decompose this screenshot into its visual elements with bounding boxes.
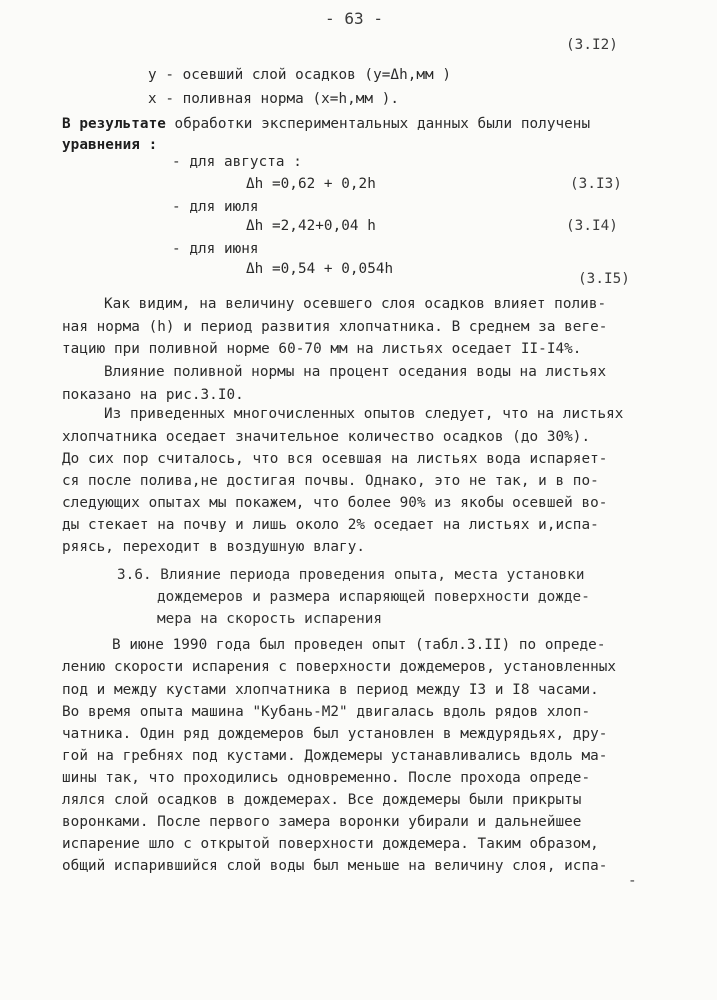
trailing-hyphen: - — [628, 873, 637, 889]
intro-equations-label: уравнения : — [62, 137, 158, 153]
paragraph-line: лению скорости испарения с поверхности дождемеров, установленных — [62, 659, 617, 675]
section-heading: дождемеров и размера испаряющей поверхности дожде- — [157, 589, 590, 605]
equation-formula: Δh =0,54 + 0,054h — [246, 261, 394, 277]
paragraph-line: тацию при поливной норме 60-70 мм на листьях оседает II-I4%. — [62, 341, 582, 357]
paragraph-line: ная норма (h) и период развития хлопчатника. В среднем за веге- — [62, 319, 608, 335]
intro-line-rest: обработки экспериментальных данных были получены — [165, 116, 591, 132]
equation-number: (3.I5) — [578, 271, 630, 287]
intro-line — [62, 115, 590, 133]
paragraph-line: показано на рис.3.I0. — [62, 387, 244, 403]
equation-formula: Δh =2,42+0,04 h — [246, 218, 376, 234]
paragraph-line: общий испарившийся слой воды был меньше на величину слоя, испа- — [62, 858, 608, 874]
equation-label: - для июля — [172, 199, 259, 215]
paragraph-line: ды стекает на почву и лишь около 2% оседает на листьях и,испа- — [62, 517, 599, 533]
paragraph-line: лялся слой осадков в дождемерах. Все дождемеры были прикрыты — [62, 792, 582, 808]
paragraph-line: До сих пор считалось, что вся осевшая на листьях вода испаряет- — [62, 451, 608, 467]
page-number: - 63 - — [325, 9, 384, 28]
paragraph-line: гой на гребнях под кустами. Дождемеры устанавливались вдоль ма- — [62, 748, 608, 764]
paragraph-line: В июне 1990 года был проведен опыт (табл.3.II) по опреде- — [112, 637, 606, 653]
intro-bold-phrase: В результате — [62, 116, 166, 132]
paragraph-line: воронками. После первого замера воронки убирали и дальнейшее — [62, 814, 582, 830]
paragraph-line: Во время опыта машина "Кубань-М2" двигалась вдоль рядов хлоп- — [62, 704, 591, 720]
equation-label: - для июня — [172, 241, 259, 257]
paragraph-line: ряясь, переходит в воздушную влагу. — [62, 539, 366, 555]
variable-definition-y: y - осевший слой осадков (y=Δh,мм ) — [148, 67, 452, 83]
paragraph-line: чатника. Один ряд дождемеров был установлен в междурядьях, дру- — [62, 726, 608, 742]
paragraph-line: Как видим, на величину осевшего слоя осадков влияет полив- — [104, 296, 607, 312]
paragraph-line: хлопчатника оседает значительное количество осадков (до 30%). — [62, 429, 591, 445]
section-heading: 3.6. Влияние периода проведения опыта, места установки — [117, 567, 585, 583]
paragraph-line: под и между кустами хлопчатника в период между I3 и I8 часами. — [62, 682, 599, 698]
section-heading: мера на скорость испарения — [157, 611, 383, 627]
paragraph-line: ся после полива,не достигая почвы. Однако, это не так, и в по- — [62, 473, 599, 489]
paragraph-line: шины так, что проходились одновременно. После прохода опреде- — [62, 770, 591, 786]
paragraph-line: испарение шло с открытой поверхности дождемера. Таким образом, — [62, 836, 599, 852]
equation-formula: Δh =0,62 + 0,2h — [246, 176, 376, 192]
paragraph-line: следующих опытах мы покажем, что более 90% из якобы осевшей во- — [62, 495, 608, 511]
paragraph-line: Влияние поливной нормы на процент оседания воды на листьях — [104, 364, 607, 380]
equation-number: (3.I3) — [570, 176, 622, 192]
variable-definition-x: x - поливная норма (x=h,мм ). — [148, 91, 400, 107]
paragraph-line: Из приведенных многочисленных опытов следует, что на листьях — [104, 406, 624, 422]
equation-number: (3.I2) — [566, 37, 618, 53]
equation-label: - для августа : — [172, 154, 302, 170]
equation-number: (3.I4) — [566, 218, 618, 234]
